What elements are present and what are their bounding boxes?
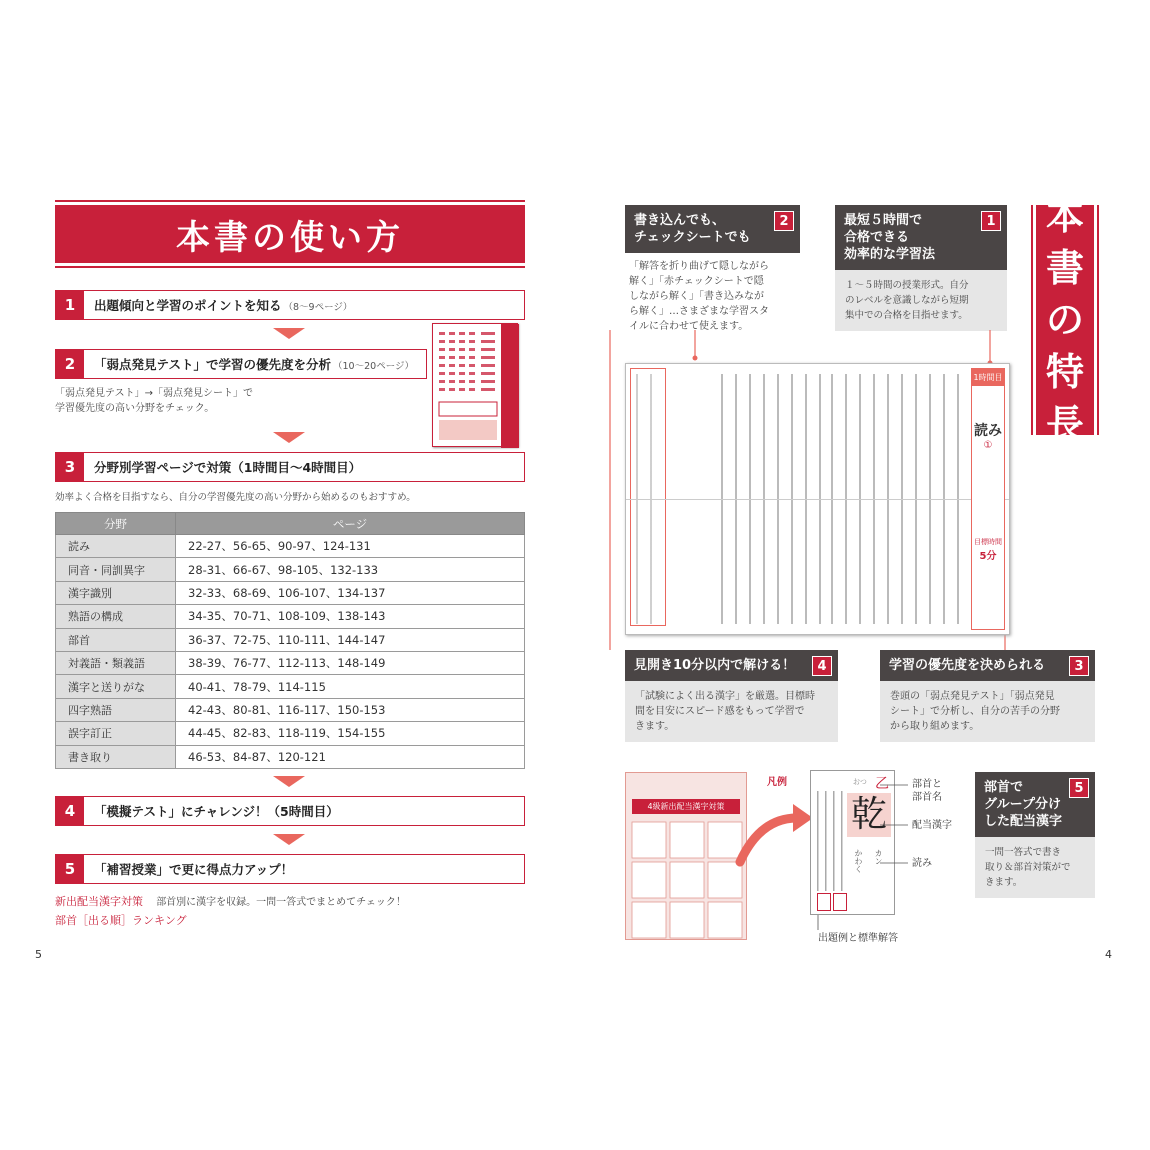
radical: 乙	[875, 776, 889, 792]
feature-number: 4	[812, 656, 832, 676]
title-char: 長	[1045, 402, 1084, 446]
label-kanji: 配当漢字	[912, 820, 952, 831]
step-label: 「補習授業」で更に得点力アップ！	[94, 862, 294, 877]
time-label: 目標時間	[974, 538, 1002, 546]
title-char: 特	[1045, 350, 1084, 394]
page-number-right: 4	[1105, 948, 1112, 961]
table-row	[56, 535, 525, 558]
table-row	[56, 628, 525, 651]
step-label: 「模擬テスト」にチャレンジ！（5時間目）	[94, 804, 339, 819]
feature-5	[975, 772, 1095, 898]
supplement-description: 部首別に漢字を収録。一問一答式でまとめてチェック！	[156, 897, 406, 908]
step-label: 出題傾向と学習のポイントを知る （8～9ページ）	[94, 298, 353, 313]
table-cell: 34-35、70-71、108-109、138-143	[176, 605, 525, 628]
legend-label: 凡例	[767, 777, 787, 788]
table-cell: 読み	[56, 535, 176, 558]
table-row	[56, 675, 525, 698]
field-page-table	[55, 512, 525, 769]
feature-heading: 見開き10分以内で解ける！	[625, 650, 838, 681]
step-number: 1	[56, 291, 84, 319]
step-3	[55, 452, 525, 482]
supplement-line-2: 部首［出る順］ランキング	[55, 914, 187, 927]
table-cell: 対義語・類義語	[56, 651, 176, 674]
section-number: ①	[983, 440, 993, 451]
table-cell: 44-45、82-83、118-119、154-155	[176, 722, 525, 745]
step-4	[55, 796, 525, 826]
table-cell: 部首	[56, 628, 176, 651]
thumb-title: 4級新出配当漢字対策	[632, 799, 740, 814]
feature-heading: 書き込んでも、 チェックシートでも	[625, 205, 800, 253]
feature-body: 「解答を折り曲げて隠しながら 解く」「赤チェックシートで隠 しながら解く」「書き込みなが ら解く」…さまざまな学習スタ イルに合わせて使えます。	[625, 253, 800, 340]
step-2	[55, 349, 427, 379]
feature-number: 5	[1069, 778, 1089, 798]
page-title: 本書の使い方	[55, 205, 525, 263]
supplement-line-1	[55, 893, 406, 909]
feature-4	[625, 650, 838, 742]
table-row	[56, 698, 525, 721]
title-char: 書	[1045, 246, 1084, 290]
pointer-arrow-icon	[735, 800, 815, 870]
label-example: 出題例と標準解答	[818, 933, 898, 944]
table-cell: 42-43、80-81、116-117、150-153	[176, 698, 525, 721]
feature-body: 巻頭の「弱点発見テスト」「弱点発見 シート」で分析し、自分の苦手の分野 から取り組めます。	[880, 681, 1095, 742]
feature-heading: 部首で グループ分け した配当漢字	[975, 772, 1095, 837]
table-cell: 36-37、72-75、110-111、144-147	[176, 628, 525, 651]
step-number: 5	[56, 855, 84, 883]
table-row	[56, 558, 525, 581]
time-value: 5分	[979, 551, 997, 562]
feature-body: 一問一答式で書き 取り＆部首対策がで きます。	[975, 837, 1095, 898]
step-5	[55, 854, 525, 884]
tab-label: 1時間目	[972, 369, 1004, 386]
title-char: 本	[1045, 194, 1084, 238]
table-cell: 書き取り	[56, 745, 176, 768]
column-header: 分野	[56, 513, 176, 535]
step-number: 3	[56, 453, 84, 481]
title-char: の	[1045, 298, 1084, 342]
table-cell: 32-33、68-69、106-107、134-137	[176, 581, 525, 604]
down-arrow-icon	[273, 776, 305, 787]
table-cell: 40-41、78-79、114-115	[176, 675, 525, 698]
supplement-title: 新出配当漢字対策	[55, 895, 143, 908]
step-label: 「弱点発見テスト」で学習の優先度を分析 （10～20ページ）	[94, 357, 415, 372]
kanji-list-thumbnail	[625, 772, 747, 940]
table-cell: 熟語の構成	[56, 605, 176, 628]
table-cell: 漢字識別	[56, 581, 176, 604]
table-row	[56, 745, 525, 768]
feature-3	[880, 650, 1095, 742]
step-1	[55, 290, 525, 320]
feature-heading: 学習の優先度を決められる	[880, 650, 1095, 681]
answer-box	[833, 893, 847, 911]
table-row	[56, 605, 525, 628]
feature-number: 1	[981, 211, 1001, 231]
table-row	[56, 722, 525, 745]
table-cell: 四字熟語	[56, 698, 176, 721]
feature-2	[625, 205, 800, 340]
table-cell: 38-39、76-77、112-113、148-149	[176, 651, 525, 674]
features-vertical-title	[1036, 194, 1094, 446]
feature-body: 「試験によく出る漢字」を厳選。目標時 間を目安にスピード感をもって学習で きます。	[625, 681, 838, 742]
kanji-main: 乾	[847, 793, 891, 837]
example-lines	[817, 791, 843, 891]
feature-number: 3	[1069, 656, 1089, 676]
column-header: ページ	[176, 513, 525, 535]
step-number: 4	[56, 797, 84, 825]
table-row	[56, 581, 525, 604]
table-cell: 46-53、84-87、120-121	[176, 745, 525, 768]
weakness-sheet-thumbnail	[432, 323, 518, 447]
down-arrow-icon	[273, 432, 305, 443]
feature-1	[835, 205, 1007, 331]
table-row	[56, 651, 525, 674]
table-cell: 同音・同訓異字	[56, 558, 176, 581]
table-cell: 誤字訂正	[56, 722, 176, 745]
section-label: 読み	[974, 423, 1002, 439]
step-label: 分野別学習ページで対策（1時間目～4時間目）	[94, 460, 362, 475]
reading-on: カン	[874, 849, 883, 865]
table-header-row	[56, 513, 525, 535]
label-reading: 読み	[912, 858, 932, 869]
feature-heading: 最短５時間で 合格できる 効率的な学習法	[835, 205, 1007, 270]
table-cell: 28-31、66-67、98-105、132-133	[176, 558, 525, 581]
radical-name: おつ	[853, 778, 867, 786]
step-number: 2	[56, 350, 84, 378]
reading-kun: かわく	[854, 849, 863, 873]
sample-page-spread	[625, 363, 1010, 635]
step-2-note: 「弱点発見テスト」→「弱点発見シート」で 学習優先度の高い分野をチェック。	[55, 388, 253, 414]
page-number-left: 5	[35, 948, 42, 961]
down-arrow-icon	[273, 328, 305, 339]
label-radical: 部首と 部首名	[912, 779, 942, 803]
feature-number: 2	[774, 211, 794, 231]
divider	[626, 499, 1009, 500]
answer-box	[817, 893, 831, 911]
step-3-note: 効率よく合格を目指すなら、自分の学習優先度の高い分野から始めるのもおすすめ。	[55, 492, 416, 503]
table-cell: 漢字と送りがな	[56, 675, 176, 698]
sheet-graphic	[433, 324, 519, 448]
down-arrow-icon	[273, 834, 305, 845]
feature-body: １～５時間の授業形式。自分 のレベルを意識しながら短期 集中での合格を目指せます。	[835, 270, 1007, 331]
kanji-grid	[626, 818, 746, 948]
side-tab-frame	[971, 368, 1005, 630]
table-cell: 22-27、56-65、90-97、124-131	[176, 535, 525, 558]
